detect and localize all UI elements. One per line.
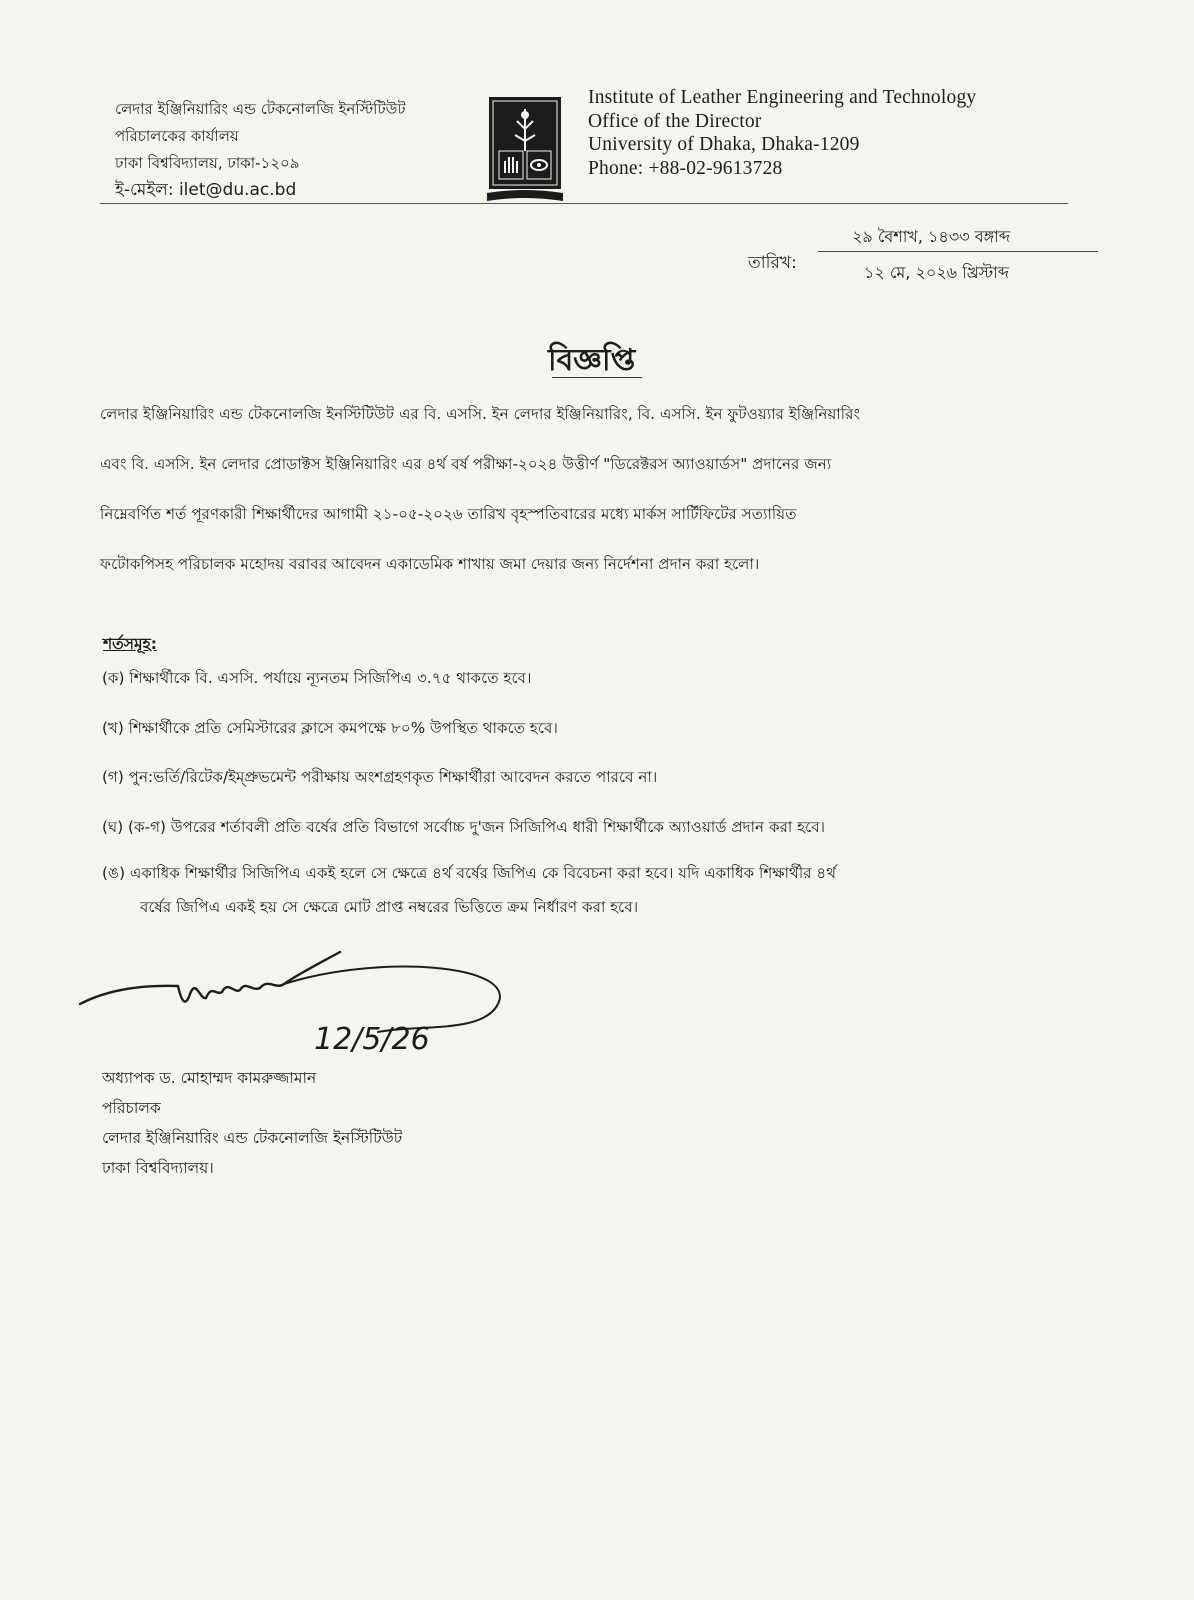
- title-underline: [552, 377, 642, 378]
- condition-item: (গ) পুন:ভর্তি/রিটেক/ইম্প্রুভমেন্ট পরীক্ষায় অংশগ্রহণকৃত শিক্ষার্থীরা আবেদন করতে পারবে না।: [102, 768, 658, 786]
- university-logo-icon: [487, 95, 563, 203]
- condition-item: (ঘ) (ক-গ) উপরের শর্তাবলী প্রতি বর্ষের প্রতি বিভাগে সর্বোচ্চ দু'জন সিজিপিএ ধারী শিক্ষার্থীকে অ্যাওয়ার্ড প্রদান করা হবে।: [102, 818, 826, 836]
- gregorian-date: ১২ মে, ২০২৬ খ্রিস্টাব্দ: [864, 263, 1009, 282]
- header-en-line: Office of the Director: [588, 110, 762, 132]
- handwritten-signature: [78, 944, 538, 1064]
- header-bn-line: লেদার ইঞ্জিনিয়ারিং এন্ড টেকনোলজি ইনস্টিটিউট: [115, 100, 406, 118]
- header-divider: [100, 203, 1068, 205]
- body-line: এবং বি. এসসি. ইন লেদার প্রোডাক্টস ইঞ্জিনিয়ারিং এর ৪র্থ বর্ষ পরীক্ষা-২০২৪ উত্তীর্ণ "ডিরেক্টরস অ্যাওয়ার্ডস" প্রদানের জন্য: [100, 455, 832, 473]
- signatory-designation: পরিচালক: [102, 1099, 161, 1117]
- bangla-date: ২৯ বৈশাখ, ১৪৩৩ বঙ্গাব্দ: [852, 227, 1011, 246]
- condition-item: (ঙ) একাধিক শিক্ষার্থীর সিজিপিএ একই হলে সে ক্ষেত্রে ৪র্থ বর্ষের জিপিএ কে বিবেচনা করা হবে। যদি একাধিক শিক্ষার্থীর ৪র্থ: [102, 864, 837, 882]
- signatory-university: ঢাকা বিশ্ববিদ্যালয়।: [102, 1159, 214, 1177]
- body-line: লেদার ইঞ্জিনিয়ারিং এন্ড টেকনোলজি ইনস্টিটিউট এর বি. এসসি. ইন লেদার ইঞ্জিনিয়ারিং, বি. এসসি. ইন ফুটওয়্যার ইঞ্জিনিয়ারিং: [100, 405, 861, 423]
- header-bangla: [115, 96, 406, 204]
- body-line: নিম্নেবর্ণিত শর্ত পূরণকারী শিক্ষার্থীদের আগামী ২১-০৫-২০২৬ তারিখ বৃহস্পতিবারের মধ্যে মার্কস সার্টিফিটের সত্যায়িত: [100, 505, 797, 523]
- date-label: তারিখ:: [748, 253, 797, 273]
- date-divider: [818, 251, 1098, 252]
- header-en-line: Institute of Leather Engineering and Technology: [588, 87, 977, 108]
- notice-title: বিজ্ঞপ্তি: [548, 343, 636, 378]
- header-en-line: University of Dhaka, Dhaka-1209: [588, 134, 860, 155]
- header-bn-line: ই-মেইল: ilet@du.ac.bd: [115, 180, 297, 200]
- header-bn-line: ঢাকা বিশ্ববিদ্যালয়, ঢাকা-১২০৯: [115, 154, 300, 172]
- notice-body: [100, 403, 1090, 603]
- header-bn-line: পরিচালকের কার্যালয়: [115, 127, 239, 145]
- condition-item-continuation: বর্ষের জিপিএ একই হয় সে ক্ষেত্রে মোট প্রাপ্ত নম্বরের ভিত্তিতে ক্রম নির্ধারণ করা হবে।: [140, 898, 639, 916]
- signatory-name: অধ্যাপক ড. মোহাম্মদ কামরুজ্জামান: [102, 1069, 317, 1087]
- signatory-block: [102, 1063, 402, 1183]
- signatory-institute: লেদার ইঞ্জিনিয়ারিং এন্ড টেকনোলজি ইনস্টিটিউট: [102, 1129, 403, 1147]
- conditions-heading: শর্তসমূহ:: [103, 635, 157, 653]
- condition-item: (ক) শিক্ষার্থীকে বি. এসসি. পর্যায়ে ন্যূনতম সিজিপিএ ৩.৭৫ থাকতে হবে।: [102, 669, 532, 687]
- body-line: ফটোকপিসহ পরিচালক মহোদয় বরাবর আবেদন একাডেমিক শাখায় জমা দেয়ার জন্য নির্দেশনা প্রদান করা হলো।: [100, 555, 760, 573]
- signature-date: 12/5/26: [314, 1022, 430, 1057]
- header-en-line: Phone: +88-02-9613728: [588, 157, 783, 179]
- header-english: [588, 86, 976, 180]
- condition-item: (খ) শিক্ষার্থীকে প্রতি সেমিস্টারের ক্লাসে কমপক্ষে ৮০% উপস্থিত থাকতে হবে।: [102, 719, 558, 737]
